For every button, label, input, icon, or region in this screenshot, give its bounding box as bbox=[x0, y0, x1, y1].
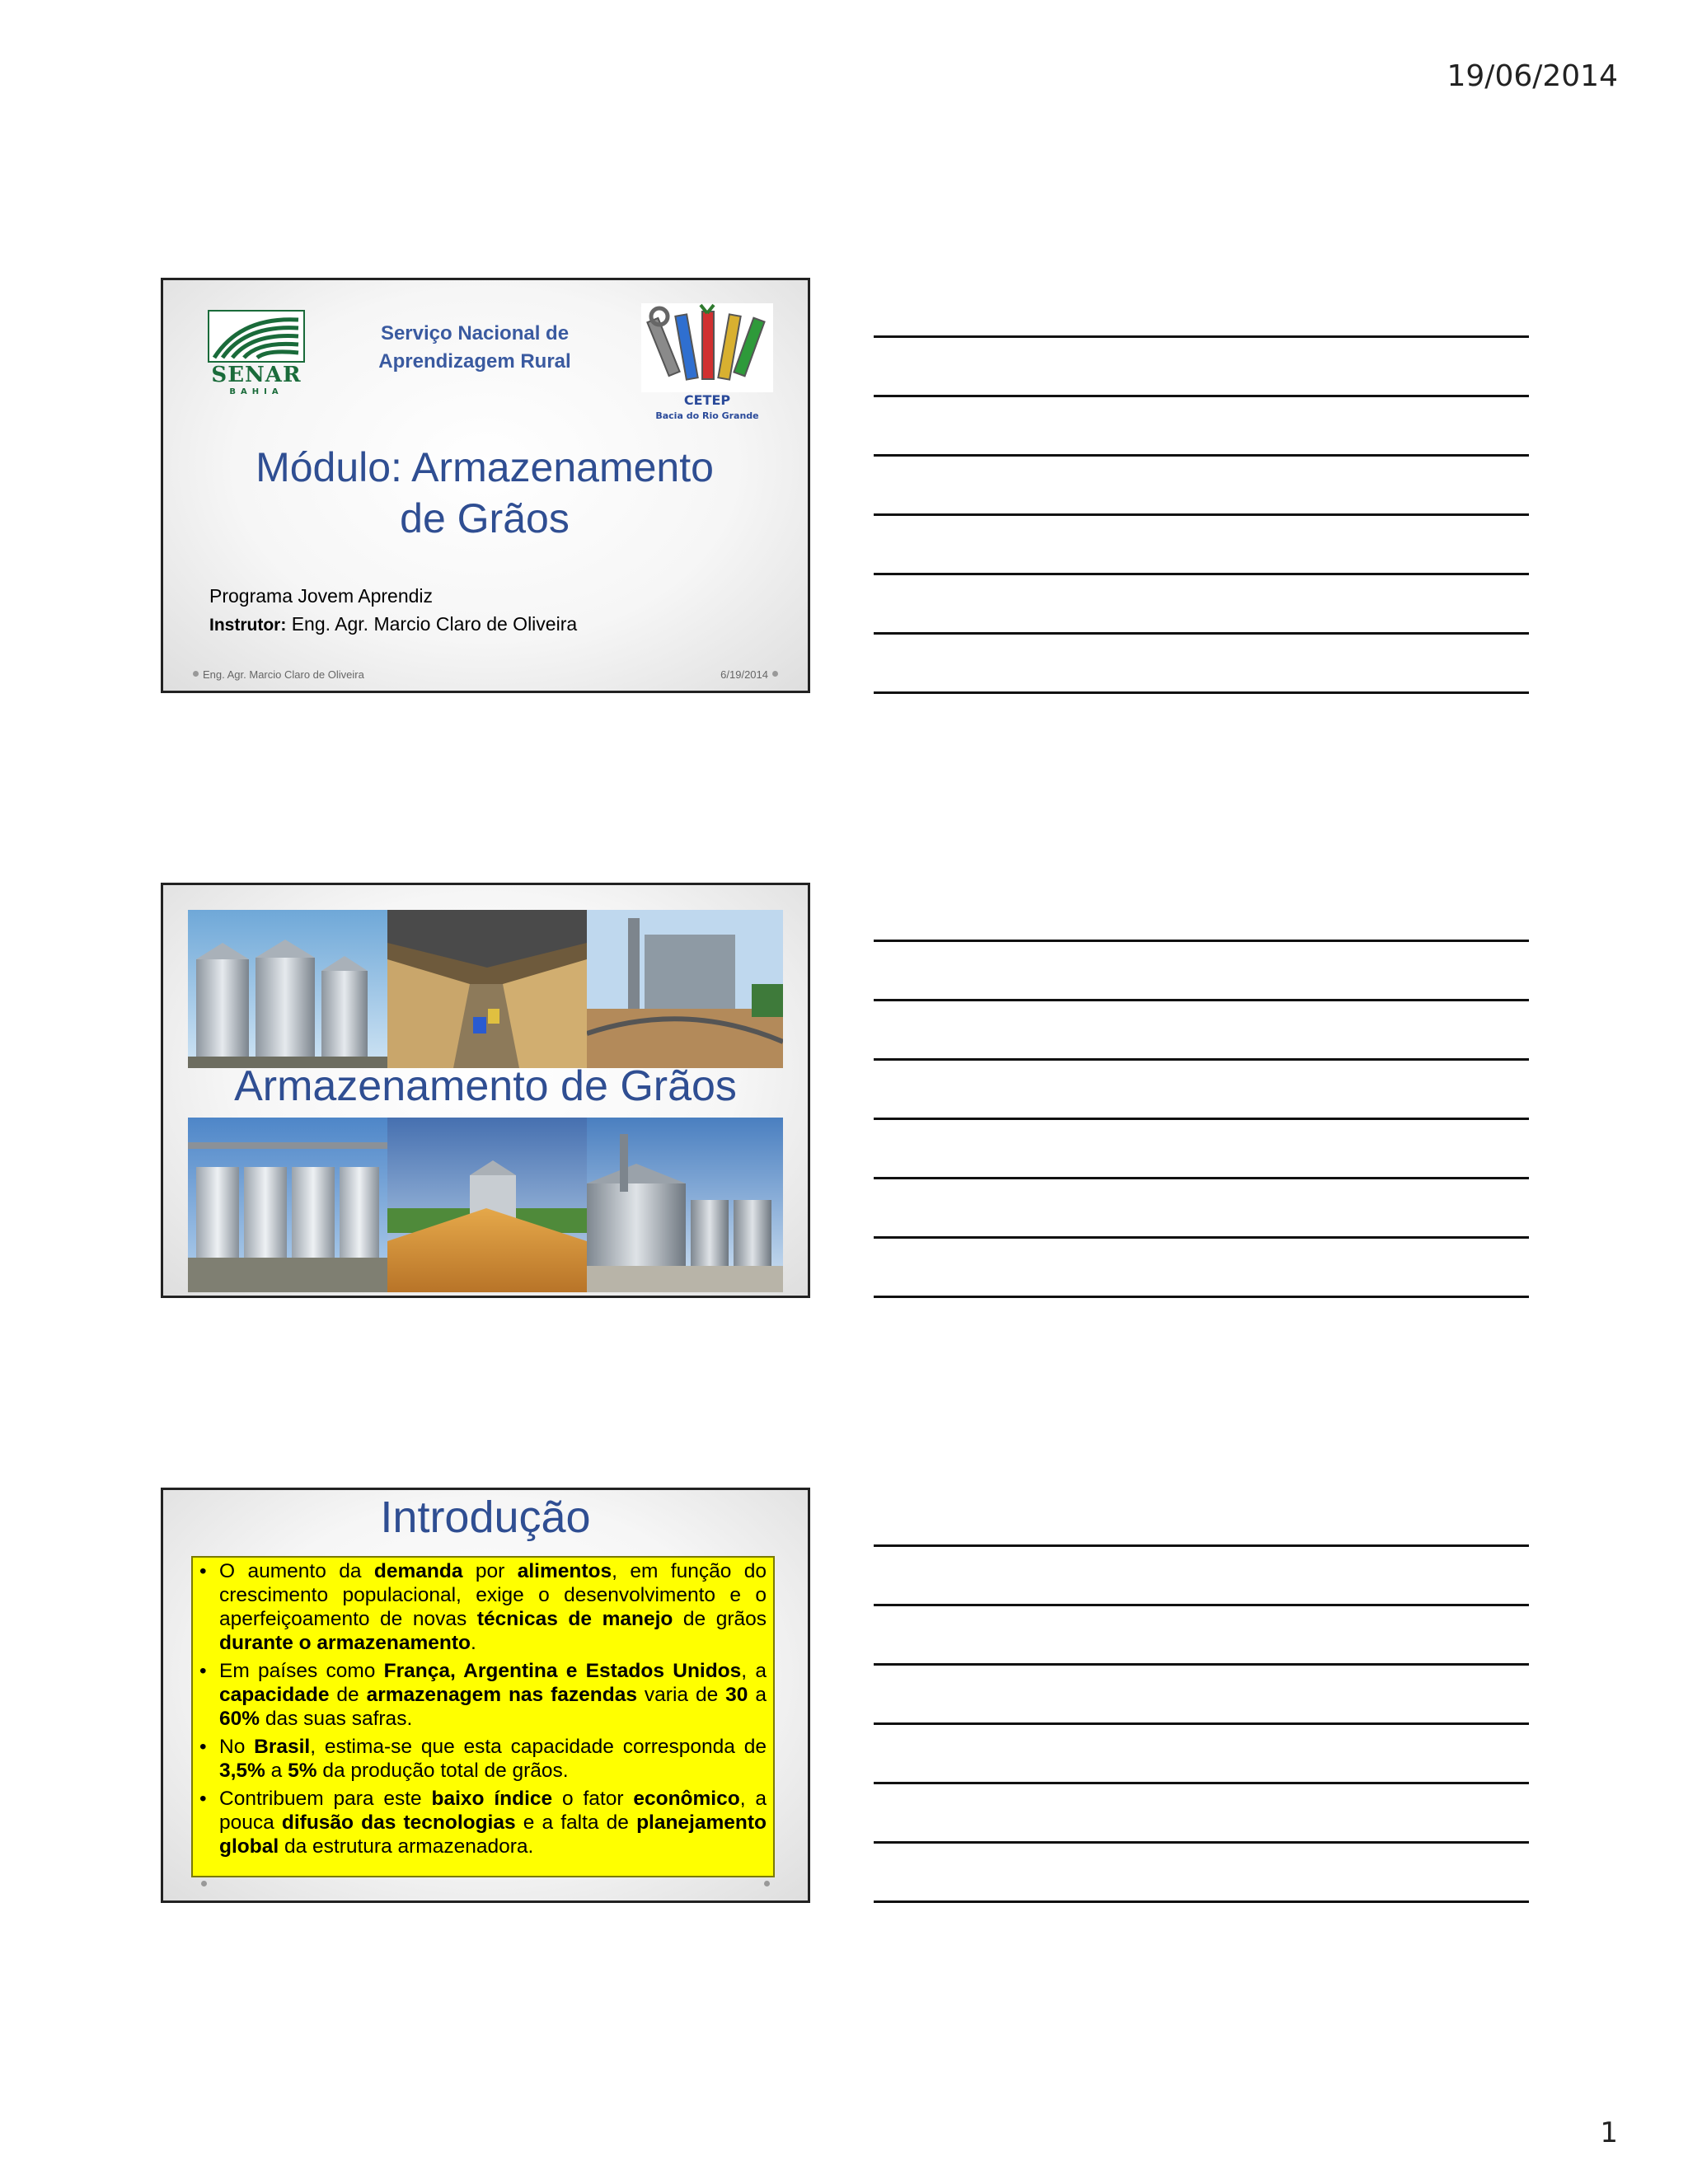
slide-thumbnail-3 bbox=[161, 1488, 810, 1903]
bullet-text: de bbox=[329, 1684, 367, 1706]
bullet-emphasis: 60% bbox=[219, 1708, 260, 1730]
bullet-text: a bbox=[265, 1760, 288, 1782]
bullet-emphasis: Brasil bbox=[254, 1736, 311, 1758]
note-line bbox=[874, 1782, 1529, 1784]
note-line bbox=[874, 1177, 1529, 1179]
instructor-label: Instrutor: bbox=[209, 616, 287, 635]
cetep-pencils-icon bbox=[641, 303, 773, 392]
note-line bbox=[874, 395, 1529, 397]
bullet-text: de grãos bbox=[673, 1608, 767, 1630]
bullet-emphasis: 5% bbox=[288, 1760, 317, 1782]
note-line bbox=[874, 1900, 1529, 1903]
footer-dot-left bbox=[193, 671, 199, 677]
bullet-text: a bbox=[748, 1684, 767, 1706]
bullet-text: No bbox=[219, 1736, 255, 1758]
footer-dot-left bbox=[201, 1881, 207, 1886]
note-line bbox=[874, 1236, 1529, 1239]
bullet-text: e a falta de bbox=[515, 1811, 637, 1834]
page-date: 19/06/2014 bbox=[1447, 59, 1618, 93]
instructor-line bbox=[209, 613, 577, 635]
org-name-line-1: Serviço Nacional de bbox=[380, 322, 570, 344]
silos-sky-photo bbox=[188, 910, 387, 1068]
bullet-emphasis: econômico bbox=[633, 1788, 740, 1810]
bullet-text: o fator bbox=[552, 1788, 634, 1810]
grain-dryer-photo bbox=[587, 910, 783, 1068]
intro-bullet bbox=[219, 1559, 767, 1655]
note-line bbox=[874, 1841, 1529, 1844]
bullet-emphasis: capacidade bbox=[219, 1684, 330, 1706]
note-line bbox=[874, 632, 1529, 635]
intro-bullet bbox=[219, 1659, 767, 1731]
note-line bbox=[874, 513, 1529, 516]
slide-thumbnail-2 bbox=[161, 883, 810, 1298]
bullet-emphasis: difusão das tecnologias bbox=[281, 1811, 516, 1834]
bullet-emphasis: demanda bbox=[373, 1560, 463, 1582]
silo-complex-photo bbox=[587, 1118, 783, 1292]
bullet-text: , estima-se que esta capacidade corresponda de bbox=[310, 1736, 767, 1758]
intro-highlight-box bbox=[191, 1556, 775, 1877]
bullet-emphasis: França, Argentina e Estados Unidos bbox=[383, 1660, 742, 1682]
note-line bbox=[874, 1722, 1529, 1725]
cetep-name: CETEP bbox=[683, 392, 731, 408]
slide-1-title bbox=[213, 442, 757, 544]
bullet-emphasis: durante o armazenamento bbox=[219, 1632, 471, 1654]
org-name-line-2: Aprendizagem Rural bbox=[378, 350, 571, 373]
bullet-text: por bbox=[462, 1560, 518, 1582]
slide-1-title-line-1: Módulo: Armazenamento bbox=[256, 444, 714, 490]
bullet-text: Contribuem para este bbox=[219, 1788, 432, 1810]
corn-pile-photo bbox=[387, 1118, 587, 1292]
senar-state: BAHIA bbox=[229, 387, 284, 396]
note-line bbox=[874, 573, 1529, 575]
bullet-emphasis: técnicas de manejo bbox=[476, 1608, 673, 1630]
note-line bbox=[874, 454, 1529, 457]
bullet-emphasis: alimentos bbox=[517, 1560, 612, 1582]
slide-thumbnail-1 bbox=[161, 278, 810, 693]
slide-3-title: Introdução bbox=[380, 1493, 591, 1542]
warehouse-sacks-photo bbox=[387, 910, 587, 1068]
bullet-text: varia de bbox=[636, 1684, 726, 1706]
note-line bbox=[874, 1058, 1529, 1061]
bullet-text: , a pouca bbox=[219, 1788, 767, 1834]
bullet-text: O aumento da bbox=[219, 1560, 374, 1582]
bullet-emphasis: 3,5% bbox=[219, 1760, 265, 1782]
slide-1-footer-author: Eng. Agr. Marcio Claro de Oliveira bbox=[203, 668, 364, 681]
page-number: 1 bbox=[1600, 2116, 1618, 2149]
footer-dot-right bbox=[764, 1881, 770, 1886]
slide-1-footer-date: 6/19/2014 bbox=[720, 668, 768, 681]
bullet-text: . bbox=[470, 1632, 476, 1654]
slide-1-title-line-2: de Grãos bbox=[400, 495, 570, 541]
note-line bbox=[874, 940, 1529, 942]
note-line bbox=[874, 691, 1529, 694]
org-name bbox=[368, 320, 582, 376]
footer-dot-right bbox=[772, 671, 778, 677]
note-line bbox=[874, 1544, 1529, 1547]
bullet-emphasis: armazenagem nas fazendas bbox=[366, 1684, 637, 1706]
cetep-subtitle: Bacia do Rio Grande bbox=[655, 410, 759, 421]
steel-silos-photo bbox=[188, 1118, 387, 1292]
bullet-text: , a bbox=[741, 1660, 767, 1682]
note-line bbox=[874, 335, 1529, 338]
bullet-text: das suas safras. bbox=[260, 1708, 413, 1730]
intro-bullet bbox=[219, 1735, 767, 1783]
bullet-emphasis: 30 bbox=[725, 1684, 748, 1706]
note-line bbox=[874, 1118, 1529, 1120]
instructor-name: Eng. Agr. Marcio Claro de Oliveira bbox=[291, 613, 578, 635]
senar-wordmark: SENAR bbox=[211, 363, 302, 387]
bullet-text: da estrutura armazenadora. bbox=[279, 1835, 534, 1858]
bullet-text: da produção total de grãos. bbox=[316, 1760, 569, 1782]
bullet-text: Em países como bbox=[219, 1660, 384, 1682]
note-line bbox=[874, 1296, 1529, 1298]
intro-bullet bbox=[219, 1787, 767, 1858]
intro-bullet-list bbox=[198, 1559, 767, 1858]
program-name: Programa Jovem Aprendiz bbox=[209, 585, 434, 607]
note-line bbox=[874, 1663, 1529, 1666]
bullet-emphasis: planejamento global bbox=[219, 1811, 767, 1858]
bullet-text: , em função do crescimento populacional, exige o desenvolvimento e o aperfeiçoamento de novas bbox=[219, 1560, 767, 1630]
bullet-emphasis: baixo índice bbox=[431, 1788, 553, 1810]
slide-2-title: Armazenamento de Grãos bbox=[234, 1062, 737, 1110]
note-line bbox=[874, 1604, 1529, 1606]
note-line bbox=[874, 999, 1529, 1001]
